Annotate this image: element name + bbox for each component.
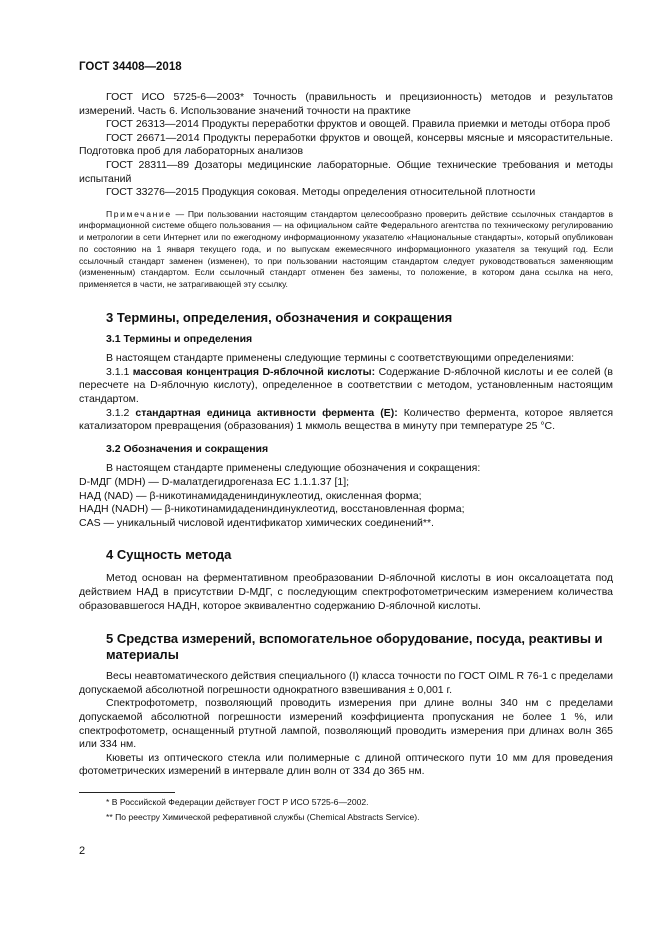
term-definition: Содержание D-яблочной кислоты и ее солей (в пересчете на D-яблочную кислоту), определенное в соответствии с методом, установленным настоящим стандартом.: [79, 365, 613, 406]
document-header: ГОСТ 34408—2018: [79, 61, 182, 73]
ref-item: ГОСТ 33276—2015 Продукция соковая. Методы определения относительной плотности: [106, 186, 536, 199]
term-number: 3.1.2: [106, 406, 136, 419]
ref-item: ГОСТ 26671—2014 Продукты переработки фруктов и овощей, консервы мясные и мясорастительные. Подготовка проб для лабораторных анализов: [79, 131, 613, 158]
abbrev-item: CAS — уникальный числовой идентификатор химических соединений**.: [79, 516, 434, 529]
section-3-1-intro: В настоящем стандарте применены следующие термины с соответствующими определениями:: [106, 352, 575, 365]
abbrev-item: НАД (NAD) — β-никотинамидадениндинуклеотид, окисленная форма;: [79, 489, 422, 502]
section-3-title: 3 Термины, определения, обозначения и сокращения: [106, 309, 453, 325]
section-5-para: Спектрофотометр, позволяющий проводить измерения при длине волны 340 нм с пределами допускаемой абсолютной погрешности измерений коэффициента пропускания не более 1 %, или спектрофотометр, оснащенный ртутной лампой, позволяющий проводить измерения при длинах волн 365 или 334 нм.: [79, 697, 613, 751]
term-number: 3.1.1: [106, 365, 133, 378]
ref-item: ГОСТ ИСО 5725-6—2003* Точность (правильность и прецизионность) методов и результатов измерений. Часть 6. Использование значений точности на практике: [79, 91, 613, 117]
note-dash: —: [171, 208, 188, 219]
note-label: Примечание: [106, 208, 172, 219]
ref-item: ГОСТ 26313—2014 Продукты переработки фруктов и овощей. Правила приемки и методы отбора проб: [106, 118, 611, 131]
section-4-text: Метод основан на ферментативном преобразовании D-яблочной кислоты в ион оксалоацетата под действием НАД в присутствии D-МДГ, с последующим спектрофотометрическим измерением количества образовавшегося НАДН, которое эквивалентно содержанию D-яблочной кислоты.: [79, 572, 613, 612]
page-number: 2: [79, 845, 86, 857]
footnote-divider: [79, 792, 175, 793]
note: [79, 209, 613, 291]
note-text: При пользовании настоящим стандартом целесообразно проверить действие ссылочных стандартов в информационной системе общего пользования — на официальном сайте Федерального агентства по техническому регулированию и метрологии в сети Интернет или по ежегодному информационному указателю «Национальные стандарты», который опубликован по состоянию на 1 января текущего года, и по выпускам ежемесячного информационного указателя за текущий год. Если ссылочный стандарт заменен (изменен), то при пользовании настоящим стандартом следует руководствоваться заменяющим (измененным) стандартом. Если ссылочный стандарт отменен без замены, то положение, в котором дана ссылка на него, применяется в части, не затрагивающей эту ссылку.: [79, 208, 614, 289]
section-4-title: 4 Сущность метода: [106, 547, 232, 563]
footnote: * В Российской Федерации действует ГОСТ Р ИСО 5725-6—2002.: [106, 796, 369, 807]
section-3-1-title: 3.1 Термины и определения: [106, 332, 253, 345]
section-5-para: Весы неавтоматического действия специального (I) класса точности по ГОСТ OIML R 76-1 с пределами допускаемой абсолютной погрешности однократного взвешивания ± 0,001 г.: [79, 670, 613, 696]
section-5-title: 5 Средства измерений, вспомогательное оборудование, посуда, реактивы и материалы: [106, 631, 603, 663]
abbrev-item: НАДН (NADH) — β-никотинамидадениндинуклеотид, восстановленная форма;: [79, 503, 465, 516]
abbrev-item: D-МДГ (MDH) — D-малатдегидрогеназа ЕС 1.1.1.37 [1];: [79, 476, 350, 489]
term-name: массовая концентрация D-яблочной кислоты:: [132, 365, 376, 378]
section-3-2-title: 3.2 Обозначения и сокращения: [106, 442, 269, 455]
ref-item: ГОСТ 28311—89 Дозаторы медицинские лабораторные. Общие технические требования и методы испытаний: [79, 158, 613, 185]
section-3-2-intro: В настоящем стандарте применены следующие обозначения и сокращения:: [106, 462, 481, 475]
section-5-para: Кюветы из оптического стекла или полимерные с длиной оптического пути 10 мм для проведения фотометрических измерений в интервале длин волн от 334 до 365 нм.: [79, 751, 613, 778]
footnotes: [79, 795, 613, 825]
term-name: стандартная единица активности фермента (Е):: [135, 406, 398, 419]
term-3-1-2: [79, 407, 613, 434]
page-content: [79, 91, 613, 825]
term-3-1-1: [79, 366, 613, 407]
term-definition: Количество фермента, которое является катализатором превращения (образования) 1 мкмоль вещества в минуту при температуре 25 °С.: [79, 406, 614, 433]
footnote: ** По реестру Химической реферативной службы (Chemical Abstracts Service).: [106, 811, 420, 822]
